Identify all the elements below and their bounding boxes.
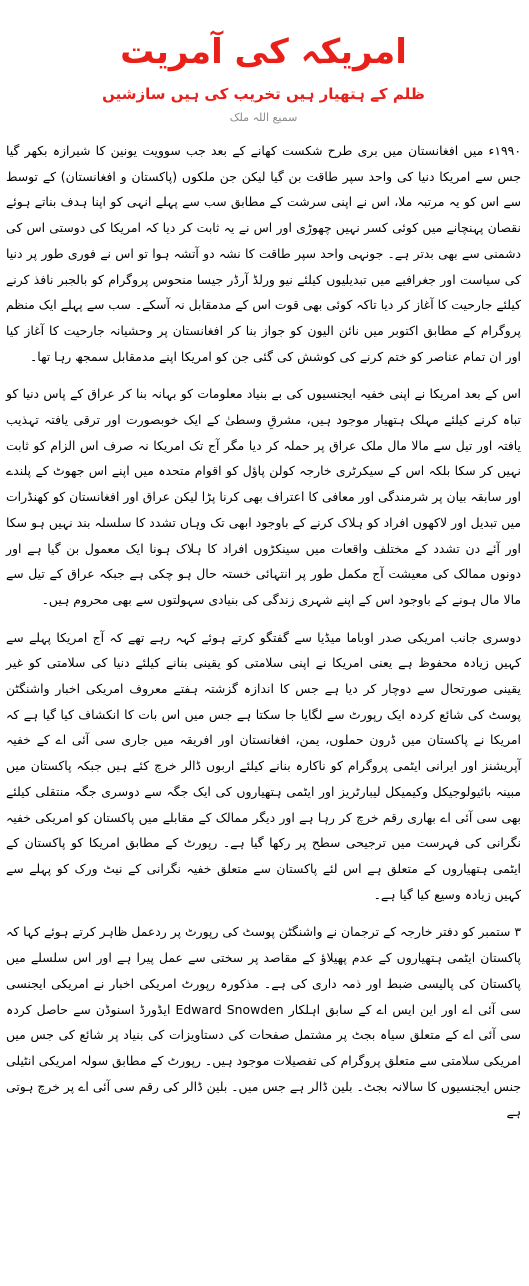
article-body — [6, 138, 521, 1125]
paragraph: ۱۹۹۰ء میں افغانستان میں بری طرح شکست کھانے کے بعد جب سوویت یونین کا شیرازہ بکھر گیا جس سے امریکا دنیا کی واحد سپر طاقت بن گیا لیکن جن ملکوں (پاکستان و افغانستان) کے توسط سے اس کو یہ مرتبہ ملا، اس نے اپنی سرشت کے مطابق سب سے پہلے انہی کو اپنا ہدف بناتے ہوئے نقصان پہنچانے میں کوئی کسر نہیں چھوڑی اور اس نے یہ ثابت کر دیا کہ امریکا کی دوستی اس کی دشمنی سے بھی بدتر ہے۔ جونہی واحد سپر طاقت کا نشہ دو آتشہ ہوا تو اس نے فوری طور پر دنیا کی سیاست اور جغرافیے میں تبدیلیوں کیلئے نیو ورلڈ آرڈر جیسا منحوس پروگرام کو بالجبر نافذ کرنے کیلئے جارحیت کا آغاز کر دیا تاکہ کوئی بھی قوت اس کے مدمقابل نہ آسکے۔ سب سے پہلے ایک منظم پروگرام کے مطابق اکتوبر میں نائن الیون کو جواز بنا کر افغانستان پر وحشیانہ جارحیت کا آغاز کیا اور ان تمام عناصر کو ختم کرنے کی کوشش کی گئی جن کو امریکا اپنے مدمقابل سمجھ رہا تھا۔ — [6, 143, 521, 364]
article-page — [0, 28, 529, 1286]
article-author: سمیع اللہ ملک — [229, 111, 298, 124]
paragraph: ۳ ستمبر کو دفتر خارجہ کے ترجمان نے واشنگٹن پوسٹ کی رپورٹ پر ردعمل ظاہر کرتے ہوئے کہا کہ پاکستان ایٹمی ہتھیاروں کے عدم پھیلاؤ کے مقاصد پر سختی سے عمل پیرا ہے اور اس سلسلے میں پاکستان کی پالیسی ضبط اور ذمہ داری کی ہے۔ مذکورہ رپورٹ امریکی اخبار نے امریکی ایجنسی سی آئی اے اور این ایس اے کے سابق اہلکار Edward Snowden ایڈورڈ اسنوڈن سے حاصل کردہ سی آئی اے کے متعلق سیاہ بجٹ پر مشتمل صفحات کی دستاویزات کی بنیاد پر شائع کی جس میں امریکی سلامتی سے متعلق پروگرام کی تفصیلات موجود ہیں۔ رپورٹ کے مطابق سولہ امریکی انٹیلی جنس ایجنسیوں کا سالانہ بجٹ۔ بلین ڈالر ہے جس میں۔ بلین ڈالر کی رقم سی آئی اے پر خرچ ہوتی ہے — [6, 924, 521, 1120]
paragraph: اس کے بعد امریکا نے اپنی خفیہ ایجنسیوں کی بے بنیاد معلومات کو بہانہ بنا کر عراق کے پاس دنیا کو تباہ کرنے کیلئے مہلک ہتھیار موجود ہیں، مشرقِ وسطیٰ کے ایک خوبصورت اور ترقی یافتہ تہذیب یافتہ اور تیل سے مالا مال ملک عراق پر حملہ کر دیا مگر آج تک امریکا نہ صرف اس الزام کو ثابت نہیں کر سکا بلکہ اس کے سیکرٹری خارجہ کولن پاؤل کو اقوام متحدہ میں اپنے اس جھوٹ کے پلندے اور سابقہ بیان پر شرمندگی اور معافی کا اعتراف بھی کرنا پڑا لیکن عراق اور افغانستان کو کھنڈرات میں تبدیل اور لاکھوں افراد کو ہلاک کرنے کے باوجود ابھی تک وہاں تشدد کا سلسلہ بند نہیں ہو سکا اور آئے دن تشدد کے مختلف واقعات میں سینکڑوں افراد کا ہلاک ہونا ایک معمول بن گیا ہے اور دونوں ممالک کی معیشت آج مکمل طور پر انتہائی خستہ حال ہو چکی ہے جبکہ عراق کے تیل سے مالا مال ہونے کے باوجود اس کے اپنے شہری زندگی کی بنیادی سہولتوں سے بھی محروم ہیں۔ — [6, 386, 521, 607]
article-subtitle: ظلم کے ہتھیار ہیں تخریب کی ہیں سازشیں — [102, 85, 425, 103]
paragraph: دوسری جانب امریکی صدر اوباما میڈیا سے گفتگو کرتے ہوئے کہہ رہے تھے کہ آج امریکا پہلے سے کہیں زیادہ محفوظ ہے یعنی امریکا نے اپنی سلامتی کو یقینی بنانے کیلئے دنیا کی سلامتی کو غیر یقینی صورتحال سے دوچار کر دیا ہے جس کا اندازہ گزشتہ ہفتے معروف امریکی اخبار واشنگٹن پوسٹ کی شائع کردہ ایک رپورٹ سے لگایا جا سکتا ہے جس میں اس بات کا انکشاف کیا گیا ہے کہ امریکا نے پاکستان میں ڈرون حملوں، یمن، افغانستان اور افریقہ میں جاری سی آئی اے کے خفیہ آپریشنز اور ایرانی ایٹمی پروگرام کو ناکارہ بنانے کیلئے اربوں ڈالر خرچ کئے ہیں جبکہ پاکستان میں مبینہ بائیولوجیکل وکیمیکل لیبارٹریز اور ایٹمی ہتھیاروں کی ایک جگہ سے دوسری جگہ منتقلی کیلئے بھی سی آئی اے بھاری رقم خرچ کر رہا ہے اور دیگر ممالک کے مقابلے میں پاکستان کو امریکی خفیہ نگرانی کی فہرست میں ترجیحی سطح پر رکھا گیا ہے۔ رپورٹ کے مطابق امریکا کو پاکستان کے ایٹمی ہتھیاروں کے متعلق ہے اس لئے پاکستان سے متعلق خفیہ نگرانی کے نیٹ ورک کو پہلے سے کہیں زیادہ وسیع کیا گیا ہے۔ — [6, 629, 521, 902]
article-title: امریکہ کی آمریت — [120, 32, 407, 72]
